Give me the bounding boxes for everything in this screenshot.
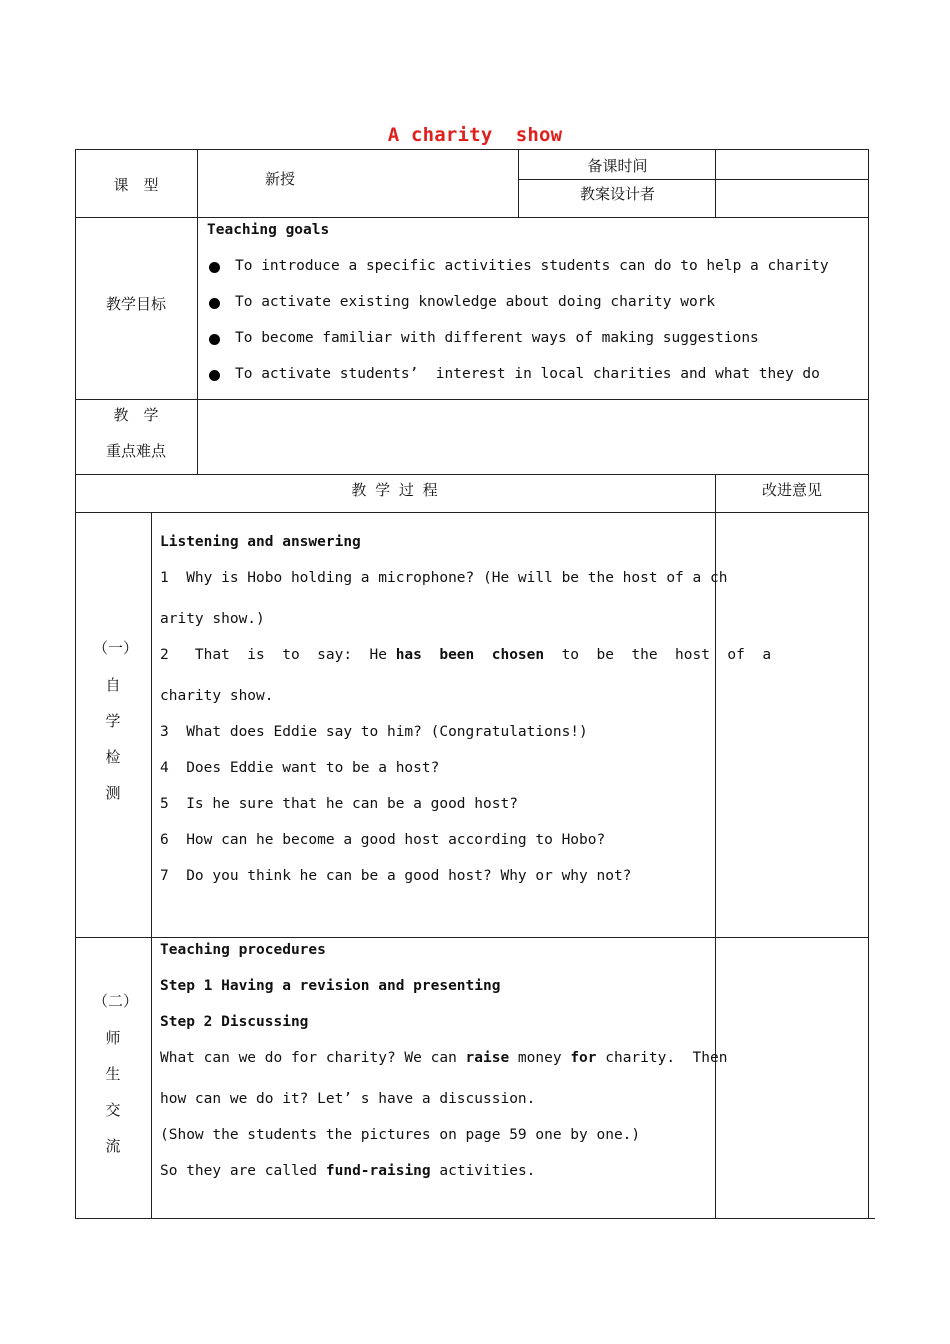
designer-label: 教案设计者 (579, 185, 655, 203)
improvement-header: 改进意见 (761, 481, 822, 499)
keypoints-label-line1: 教 学 (113, 406, 159, 424)
p1-bold-for: for (570, 1050, 597, 1066)
bullet-icon (209, 334, 220, 345)
prep-time-label: 备课时间 (587, 157, 648, 175)
question-line: charity show. (160, 688, 274, 704)
section1-label-char: 自 (105, 676, 121, 694)
lesson-type-value: 新授 (265, 170, 296, 188)
keypoints-label-line2: 重点难点 (105, 442, 166, 460)
p4-text: So they are called (160, 1163, 326, 1179)
goals-row-label: 教学目标 (105, 295, 166, 313)
section2-label-char: 师 (105, 1029, 121, 1047)
paragraph-line: how can we do it? Let’ s have a discussion. (160, 1091, 536, 1107)
goals-heading: Teaching goals (207, 222, 330, 238)
question-line: 5 Is he sure that he can be a good host? (160, 796, 518, 812)
document-title: A charity show (387, 124, 563, 146)
step-heading: Step 1 Having a revision and presenting (160, 978, 501, 994)
section2-label-char: 生 (105, 1065, 121, 1083)
lesson-type-label: 课 型 (113, 176, 159, 194)
goal-item: To become familiar with different ways of making suggestions (235, 330, 759, 346)
paragraph-line: (Show the students the pictures on page 59 one by one.) (160, 1127, 641, 1143)
prep-time-value (716, 150, 868, 179)
q2-bold-phrase: has been chosen (395, 647, 545, 663)
section1-label-char: 学 (105, 712, 121, 730)
p4-bold-phrase: fund-raising (325, 1163, 431, 1179)
question-line: 1 Why is Hobo holding a microphone? (He will be the host of a ch (160, 570, 728, 586)
section1-heading: Listening and answering (160, 534, 361, 550)
question-line: 6 How can he become a good host according to Hobo? (160, 832, 606, 848)
bullet-icon (209, 262, 220, 273)
bullet-icon (209, 298, 220, 309)
question-line: 3 What does Eddie say to him? (Congratulations!) (160, 724, 588, 740)
designer-value (716, 180, 868, 217)
goal-item: To activate existing knowledge about doing charity work (235, 294, 716, 310)
section2-heading: Teaching procedures (160, 942, 326, 958)
p1-bold-raise: raise (465, 1050, 510, 1066)
p4-text: activities. (430, 1163, 536, 1179)
question-line: 4 Does Eddie want to be a host? (160, 760, 440, 776)
process-header: 教 学 过 程 (351, 481, 440, 499)
section2-label-char: 流 (105, 1137, 121, 1155)
q2-text: to be the host of a (544, 647, 772, 663)
question-line: arity show.) (160, 611, 265, 627)
section1-label-char: （一） (93, 639, 139, 657)
goal-item: To activate students’ interest in local charities and what they do (235, 366, 820, 382)
paragraph-line (160, 1050, 727, 1066)
q2-text: 2 That is to say: He (160, 647, 396, 663)
question-line (160, 647, 771, 663)
goal-item: To introduce a specific activities students can do to help a charity (235, 258, 829, 274)
section1-label-char: 检 (105, 748, 121, 766)
section2-label-char: （二） (93, 992, 139, 1010)
p1-text: charity. Then (596, 1050, 728, 1066)
section2-label-char: 交 (105, 1101, 121, 1119)
step-heading: Step 2 Discussing (160, 1014, 309, 1030)
section1-label-char: 测 (105, 784, 121, 802)
bullet-icon (209, 370, 220, 381)
p1-text: money (509, 1050, 571, 1066)
question-line: 7 Do you think he can be a good host? Why or why not? (160, 868, 632, 884)
paragraph-line (160, 1163, 535, 1179)
p1-text: What can we do for charity? We can (160, 1050, 466, 1066)
